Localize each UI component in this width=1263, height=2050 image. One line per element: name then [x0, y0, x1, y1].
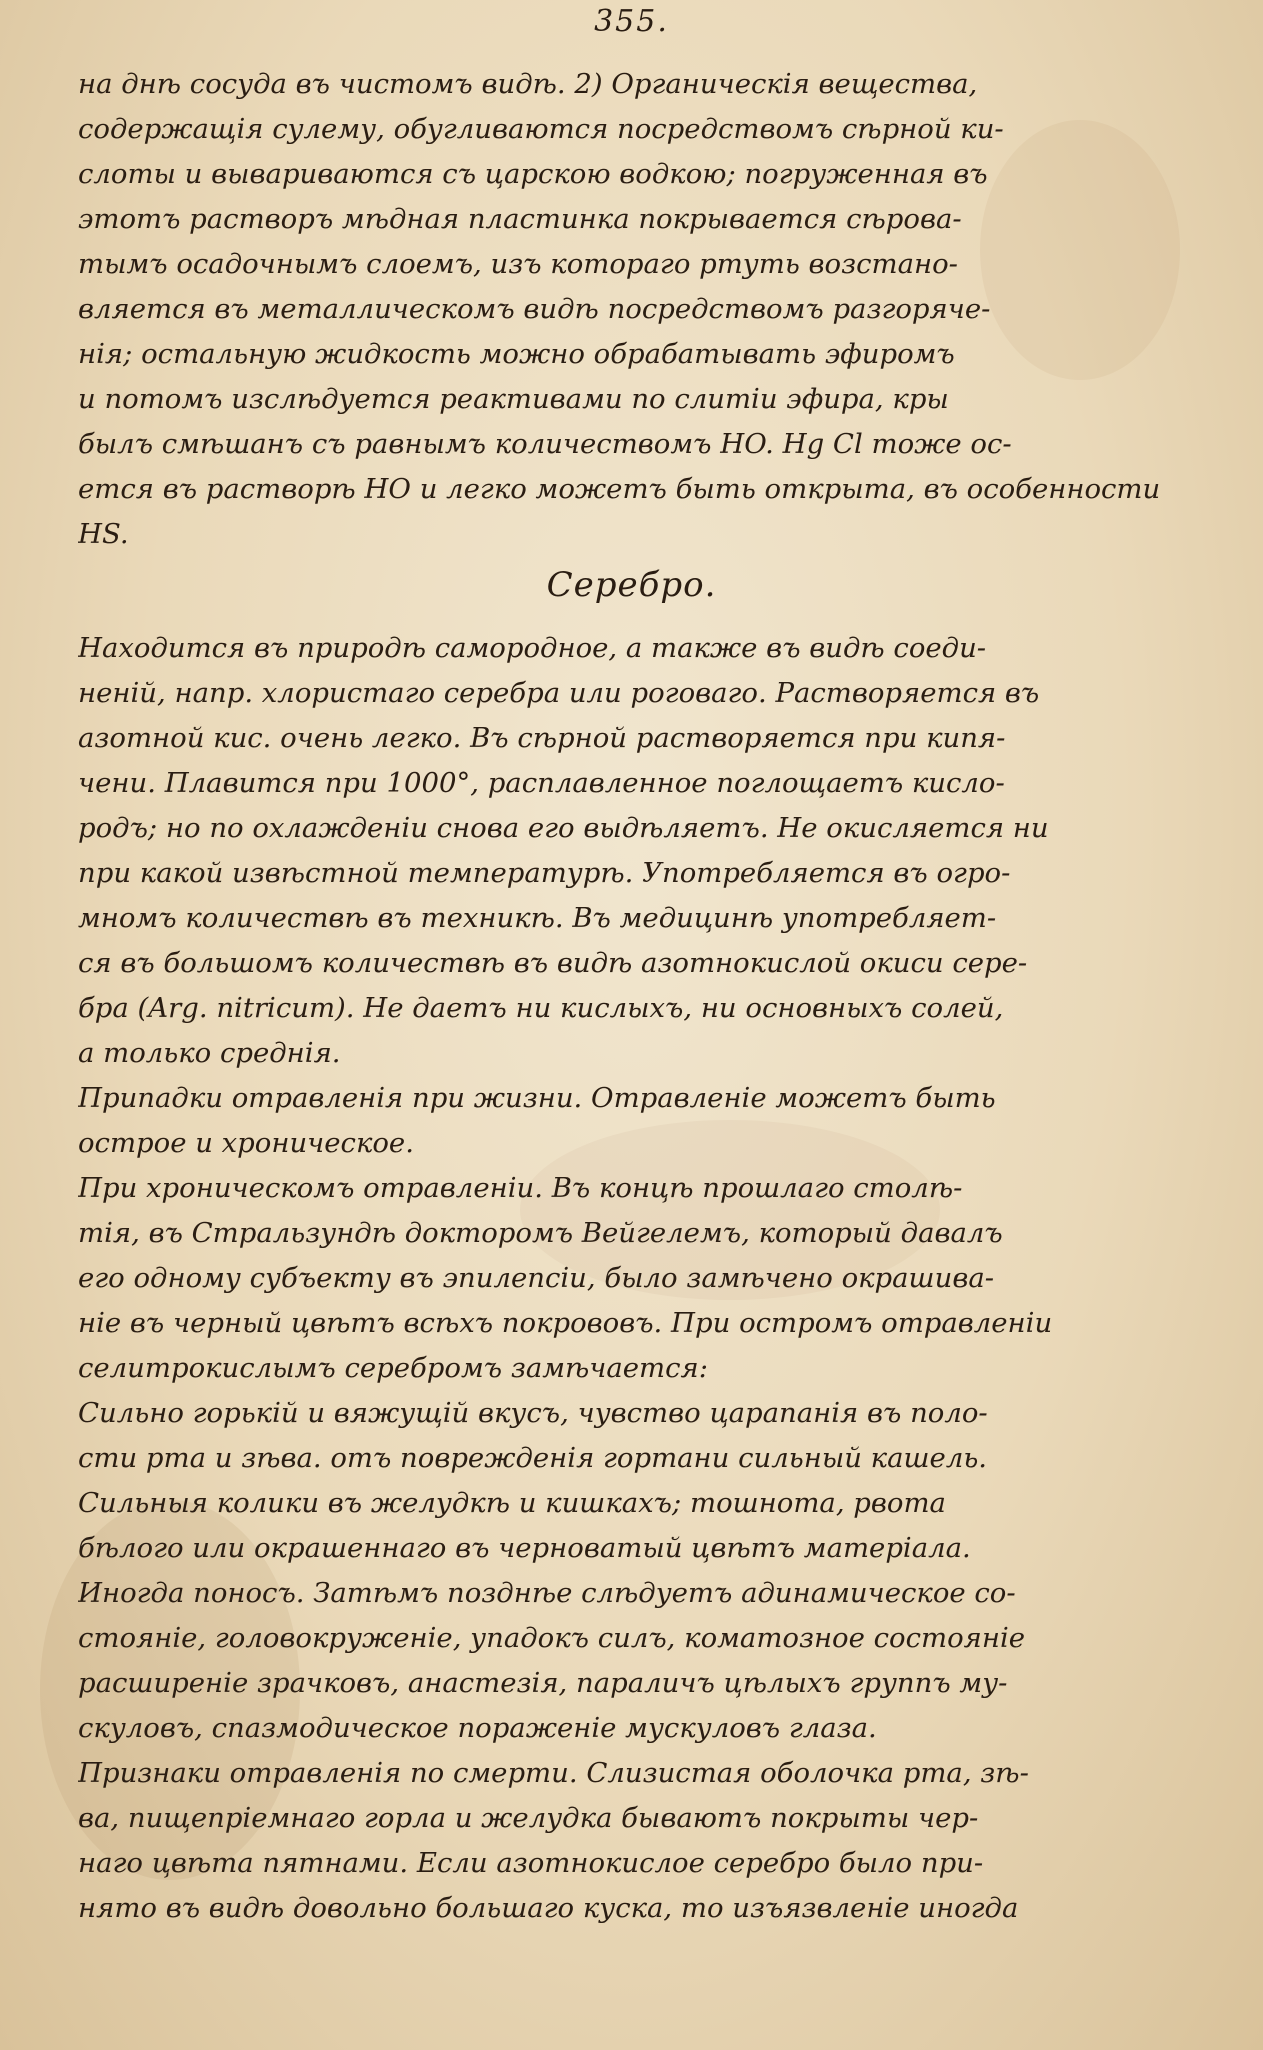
text-line: при какой извѣстной температурѣ. Употребляется въ огро- — [78, 857, 1011, 889]
text-line: расширеніе зрачковъ, анастезія, параличъ цѣлыхъ группъ му- — [78, 1667, 1008, 1699]
page-number: 355. — [594, 4, 669, 39]
text-line: неній, напр. хлористаго серебра или роговаго. Растворяется въ — [78, 677, 1040, 709]
text-line: Иногда поносъ. Затѣмъ позднѣе слѣдуетъ адинамическое со- — [78, 1577, 1016, 1609]
text-line: ся въ большомъ количествѣ въ видѣ азотнокислой окиси сере- — [78, 947, 1028, 979]
text-line: родъ; но по охлажденіи снова его выдѣляетъ. Не окисляется ни — [78, 812, 1049, 844]
text-line: сти рта и зѣва. отъ поврежденія гортани сильный кашель. — [78, 1442, 988, 1474]
text-line: нія; остальную жидкость можно обрабатывать эфиромъ — [78, 338, 955, 370]
text-line: Припадки отравленія при жизни. Отравленіе можетъ быть — [78, 1082, 996, 1114]
text-line: бра (Arg. nitricum). Не даетъ ни кислыхъ, ни основныхъ солей, — [78, 992, 1004, 1024]
paragraph-silver — [78, 626, 1188, 1931]
text-line: на днѣ сосуда въ чистомъ видѣ. 2) Органическія вещества, — [78, 68, 978, 100]
text-line: При хроническомъ отравленіи. Въ концѣ прошлаго столѣ- — [78, 1172, 963, 1204]
text-line: вляется въ металлическомъ видѣ посредствомъ разгорячe- — [78, 293, 991, 325]
text-line: а только среднія. — [78, 1037, 341, 1069]
text-line: этотъ растворъ мѣдная пластинка покрывается сѣровa- — [78, 203, 962, 235]
text-line: селитрокислымъ серебромъ замѣчается: — [78, 1352, 709, 1384]
text-line: HS. — [78, 518, 129, 550]
text-line: и потомъ изслѣдуется реактивами по слитіи эфира, кры — [78, 383, 949, 415]
text-line: былъ смѣшанъ съ равнымъ количествомъ HO. Hg Cl тоже ос- — [78, 428, 1012, 460]
text-line: Признаки отравленія по смерти. Слизистая оболочка рта, зѣ- — [78, 1757, 1029, 1789]
text-line: тымъ осадочнымъ слоемъ, изъ котораго ртуть возстано- — [78, 248, 958, 280]
text-line: наго цвѣта пятнами. Если азотнокислое серебро было при- — [78, 1847, 984, 1879]
text-line: тія, въ Стральзундѣ докторомъ Вейгелемъ, который давалъ — [78, 1217, 1003, 1249]
text-line: Сильно горькій и вяжущій вкусъ, чувство царапанія въ поло- — [78, 1397, 988, 1429]
text-line: ніе въ черный цвѣтъ всѣхъ покрововъ. При остромъ отравленіи — [78, 1307, 1053, 1339]
text-line: Сильныя колики въ желудкѣ и кишкахъ; тошнота, рвота — [78, 1487, 946, 1519]
text-line: стояніе, головокруженіе, упадокъ силъ, коматозное состояніе — [78, 1622, 1026, 1654]
text-line: его одному субъекту въ эпилепсіи, было замѣчено окрашива- — [78, 1262, 995, 1294]
text-line: Находится въ природѣ самородное, а также въ видѣ соеди- — [78, 632, 987, 664]
text-line: содержащія сулему, обугливаются посредствомъ сѣрной ки- — [78, 113, 1004, 145]
paragraph-mercury-continued — [78, 62, 1188, 557]
text-line: мномъ количествѣ въ техникѣ. Въ медицинѣ употребляет- — [78, 902, 997, 934]
text-line: слоты и вывариваются съ царскою водкою; погруженная въ — [78, 158, 988, 190]
text-line: нято въ видѣ довольно большаго куска, то изъязвленіе иногда — [78, 1892, 1019, 1924]
text-line: чени. Плавится при 1000°, расплавленное поглощаетъ кисло- — [78, 767, 1005, 799]
text-line: ется въ растворѣ HO и легко можетъ быть открыта, въ особенности — [78, 473, 1161, 505]
text-line: бѣлого или окрашеннаго въ черноватый цвѣтъ матеріала. — [78, 1532, 971, 1564]
section-title-silver: Серебро. — [546, 565, 717, 605]
text-line: азотной кис. очень легко. Въ сѣрной растворяется при кипя- — [78, 722, 1006, 754]
text-line: ва, пищепріемнаго горла и желудка бываютъ покрыты чер- — [78, 1802, 979, 1834]
text-line: острое и хроническое. — [78, 1127, 414, 1159]
text-line: скуловъ, спазмодическое пораженіе мускуловъ глаза. — [78, 1712, 877, 1744]
